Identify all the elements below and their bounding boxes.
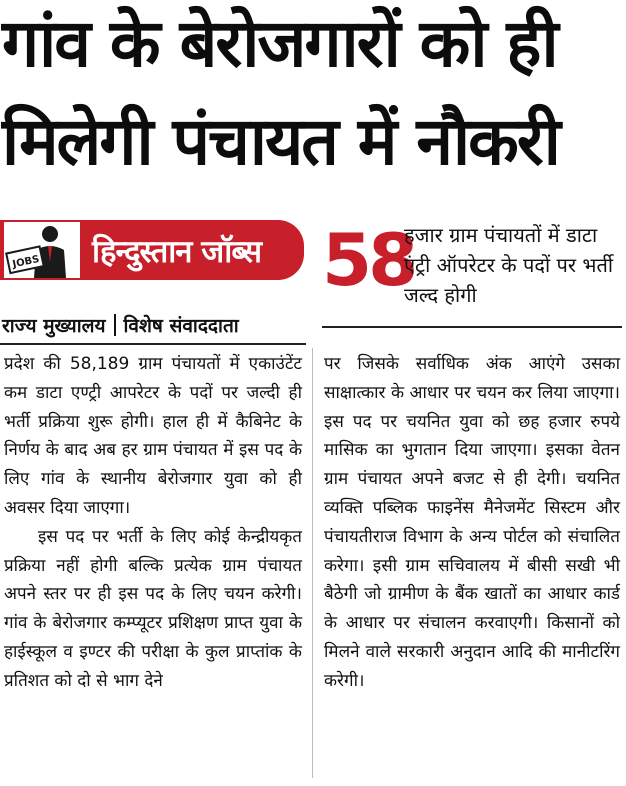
highlight-number: 58 <box>322 218 415 302</box>
byline-reporter: विशेष संवाददाता <box>123 315 239 337</box>
article-paragraph: प्रदेश की 58,189 ग्राम पंचायतों में एकाउंटेंट कम डाटा एण्ट्री आपरेटर के पदों पर जल्दी ही भर्ती प्रक्रिया शुरू होगी। हाल ही में कैबिनेट के निर्णय के बाद अब हर ग्राम पंचायत में इस पद के लिए गांव के स्थानीय बेरोजगार युवा को ही अवसर दिया जाएगा। <box>4 354 302 518</box>
column-divider <box>312 348 313 778</box>
byline-separator <box>114 314 116 336</box>
jobs-person-icon <box>4 222 80 278</box>
emblem-label: JOBS <box>11 253 41 271</box>
highlight-rule <box>322 326 622 328</box>
section-badge-label: हिन्दुस्तान जॉब्स <box>92 234 262 270</box>
highlight-text: हजार ग्राम पंचायतों में डाटा एंट्री ऑपरेटर के पदों पर भर्ती जल्द होगी <box>404 223 614 307</box>
byline-location: राज्य मुख्यालय <box>2 315 106 337</box>
article-column-2 <box>324 350 620 696</box>
section-badge <box>0 220 304 280</box>
headline-line-2: मिलेगी पंचायत में नौकरी <box>2 103 559 180</box>
byline <box>2 312 239 338</box>
article-paragraph: पर जिसके सर्वाधिक अंक आएंगे उसका साक्षात्कार के आधार पर चयन कर लिया जाएगा। इस पद पर चयनित युवा को छह हजार रुपये मासिक का भुगतान दिया जाएगा। इसका वेतन ग्राम पंचायत अपने बजट से ही देगी। चयनित व्यक्ति पब्लिक फाइनेंस मैनेजमेंट सिस्टम और पंचायतीराज विभाग के अन्य पोर्टल को संचालित करेगा। इसी ग्राम सचिवालय में बीसी सखी भी बैठेगी जो ग्रामीण के बैंक खातों का आधार कार्ड के आधार पर संचालन करवाएगी। किसानों को मिलने वाले सरकारी अनुदान आदि की मानीटरिंग करेगी। <box>324 354 620 691</box>
article-paragraph: इस पद पर भर्ती के लिए कोई केन्द्रीयकृत प्रक्रिया नहीं होगी बल्कि प्रत्येक ग्राम पंचायत अपने स्तर पर ही इस पद के लिए चयन करेगी। गांव के बेरोजगार कम्प्यूटर प्रशिक्षण प्राप्त युवा के हाईस्कूल व इण्टर की परीक्षा के कुल प्राप्तांक के प्रतिशत को दो से भाग देने <box>4 526 302 691</box>
headline-line-1: गांव के बेरोजगारों को ही <box>2 5 557 82</box>
article-column-1 <box>4 350 302 696</box>
byline-rule <box>0 343 306 345</box>
